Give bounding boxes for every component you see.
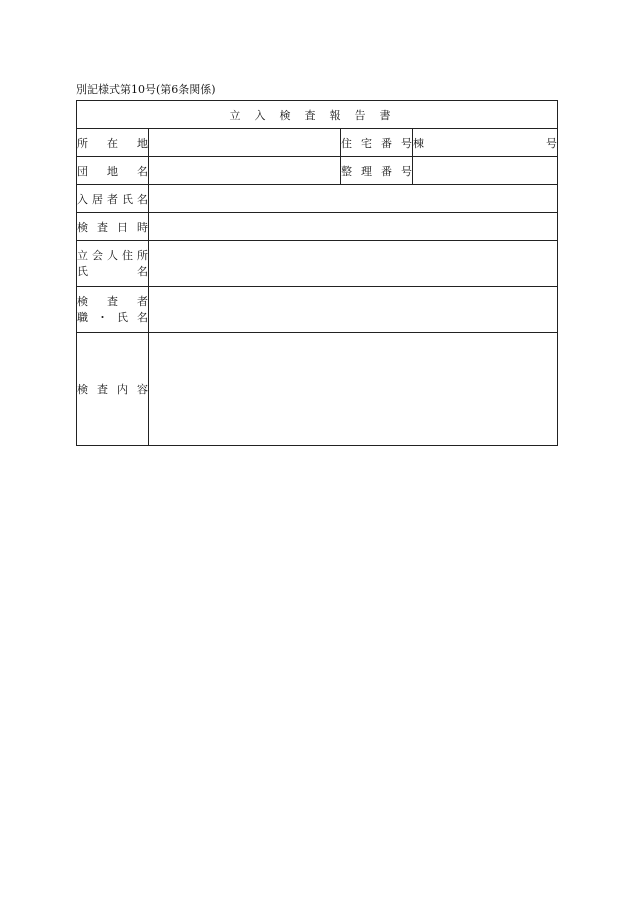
location-field[interactable] [149,129,341,157]
datetime-row [77,213,558,241]
report-title: 立入検査報告書 [77,101,558,129]
building-number-field[interactable] [413,129,558,157]
inspector-label [77,287,149,333]
witness-label-line2: 氏 名 [77,264,148,278]
form-number-caption: 別記様式第10号(第6条関係) [76,83,216,96]
location-label: 所 在 地 [77,129,149,157]
witness-field[interactable] [149,241,558,287]
inspector-field[interactable] [149,287,558,333]
inspector-label-line2: 職 ・ 氏 名 [77,310,148,324]
complex-name-label: 団 地 名 [77,157,149,185]
resident-row [77,185,558,213]
location-row [77,129,558,157]
number-label: 号 [546,136,557,150]
witness-label [77,241,149,287]
resident-name-field[interactable] [149,185,558,213]
witness-row [77,241,558,287]
title-row [77,101,558,129]
complex-row [77,157,558,185]
reference-number-field[interactable] [413,157,558,185]
inspector-label-line1: 検 査 者 [77,294,148,308]
inspector-row [77,287,558,333]
inspection-content-label: 検 査 内 容 [77,333,149,446]
building-label: 棟 [413,136,424,150]
inspection-datetime-field[interactable] [149,213,558,241]
inspection-report-form [76,100,558,446]
resident-name-label: 入 居 者 氏 名 [77,185,149,213]
housing-number-label: 住 宅 番 号 [341,129,413,157]
inspection-content-field[interactable] [149,333,558,446]
witness-label-line1: 立 会 人 住 所 [77,248,148,262]
inspection-datetime-label: 検 査 日 時 [77,213,149,241]
content-row [77,333,558,446]
reference-number-label: 整 理 番 号 [341,157,413,185]
complex-name-field[interactable] [149,157,341,185]
